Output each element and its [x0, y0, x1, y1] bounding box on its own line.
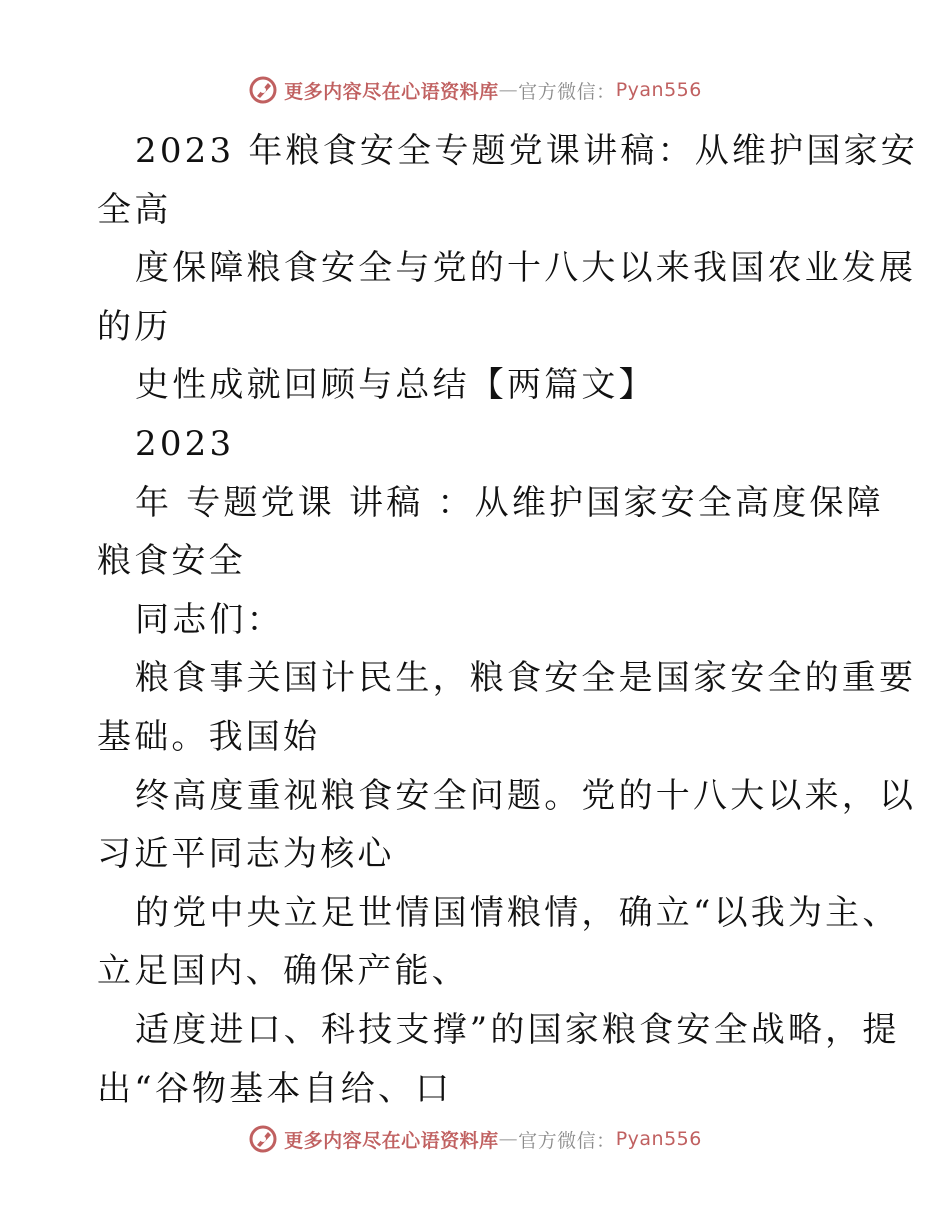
- body-line: 全高: [97, 189, 172, 230]
- quill-seal-icon: [248, 75, 278, 105]
- body-line: 粮食事关国计民生，粮食安全是国家安全的重要: [135, 658, 917, 699]
- watermark-brand: 更多内容尽在心语资料库: [284, 80, 499, 103]
- body-line: 适度进口、科技支撑”的国家粮食安全战略，提: [135, 1009, 900, 1050]
- body-line: 同志们：: [135, 599, 284, 640]
- watermark-wechat-id: Pyan556: [615, 1128, 702, 1150]
- body-line: 的党中央立足世情国情粮情，确立“以我为主、: [135, 892, 900, 933]
- document-body: [97, 122, 918, 1118]
- body-line: 习近平同志为核心: [97, 834, 395, 875]
- header-watermark: [0, 70, 950, 110]
- body-line: 出“谷物基本自给、口: [97, 1068, 453, 1109]
- quill-seal-icon: [248, 1124, 278, 1154]
- watermark-dash: —: [498, 79, 519, 101]
- body-line: 史性成就回顾与总结【两篇文】: [135, 365, 656, 406]
- watermark-official-label: 官方微信：: [518, 80, 616, 103]
- watermark-official-label: 官方微信：: [518, 1129, 616, 1152]
- body-line: 立足国内、确保产能、: [97, 951, 469, 992]
- body-line: 粮食安全: [97, 541, 246, 582]
- body-line: 基础。我国始: [97, 716, 321, 757]
- watermark-wechat-id: Pyan556: [615, 79, 702, 101]
- body-line: 的历: [97, 306, 172, 347]
- footer-watermark: [0, 1119, 950, 1159]
- body-line: 2023 年粮食安全专题党课讲稿：从维护国家安: [135, 131, 918, 171]
- watermark-dash: —: [498, 1128, 519, 1150]
- watermark-brand: 更多内容尽在心语资料库: [284, 1129, 499, 1152]
- body-line: 终高度重视粮食安全问题。党的十八大以来，以: [135, 775, 917, 816]
- body-line: 年 专题党课 讲稿 ：从维护国家安全高度保障: [135, 482, 884, 523]
- body-line: 2023: [135, 423, 235, 464]
- body-line: 度保障粮食安全与党的十八大以来我国农业发展: [135, 248, 917, 289]
